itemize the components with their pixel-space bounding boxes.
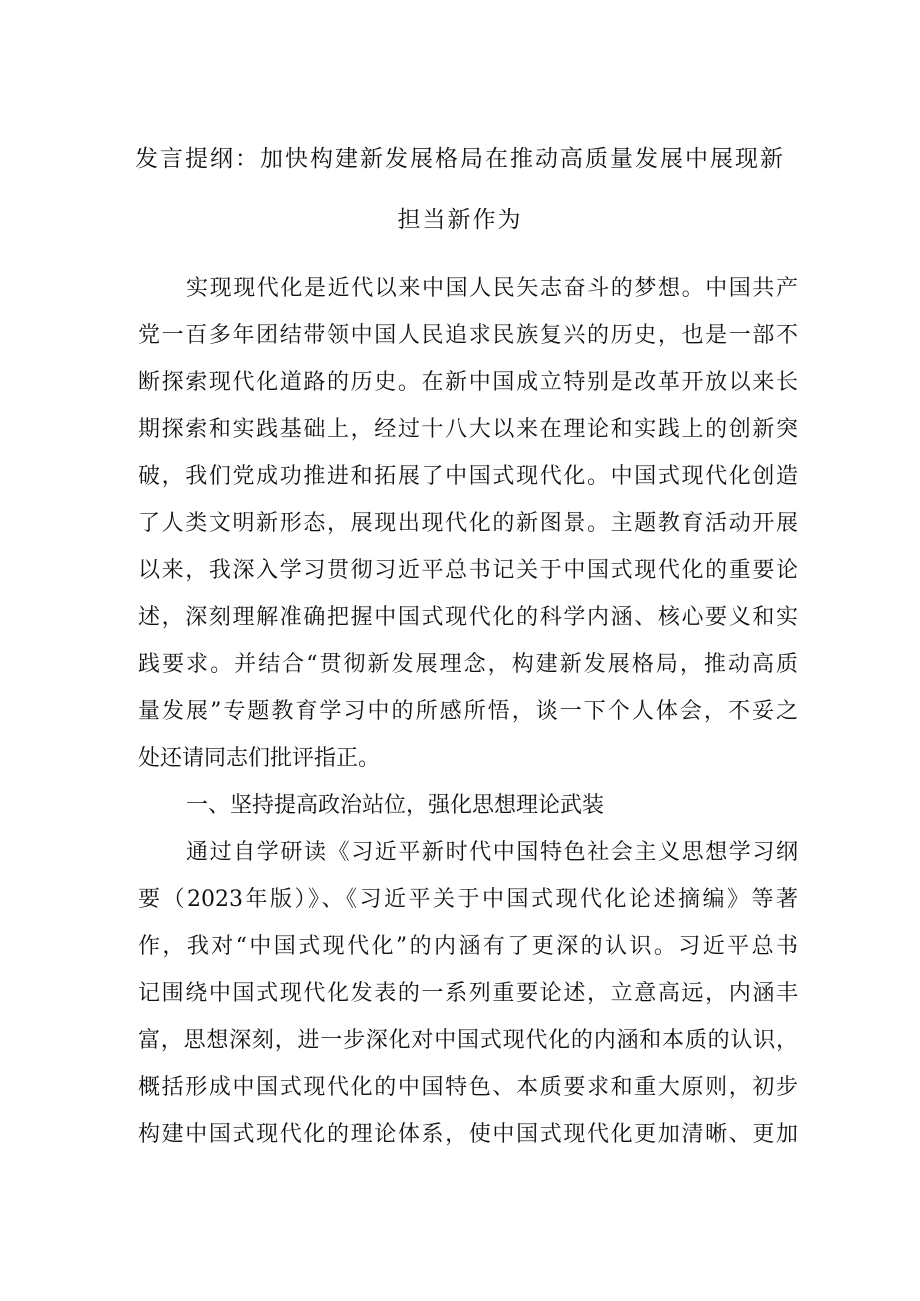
paragraph-2-line: 构建中国式现代化的理论体系，使中国式现代化更加清晰、更加 [138, 1122, 798, 1147]
paragraph-1-line: 党一百多年团结带领中国人民追求民族复兴的历史，也是一部不 [138, 323, 798, 348]
paragraph-1-line: 实现现代化是近代以来中国人民矢志奋斗的梦想。中国共产 [186, 276, 798, 301]
paragraph-2-line: 记围绕中国式现代化发表的一系列重要论述，立意高远，内涵丰 [138, 981, 798, 1006]
paragraph-1-line: 处还请同志们批评指正。 [138, 746, 381, 771]
paragraph-1-line: 述，深刻理解准确把握中国式现代化的科学内涵、核心要义和实 [138, 605, 798, 630]
document-title-line-1: 发言提纲：加快构建新发展格局在推动高质量发展中展现新 [135, 146, 785, 172]
document-title-line-2: 担当新作为 [397, 207, 523, 233]
paragraph-2-line: 要（2023年版）》、《习近平关于中国式现代化论述摘编》等著 [138, 887, 798, 912]
paragraph-2-line: 通过自学研读《习近平新时代中国特色社会主义思想学习纲 [186, 840, 798, 865]
paragraph-1-line: 量发展”专题教育学习中的所感所悟，谈一下个人体会，不妥之 [138, 699, 798, 724]
section-1-heading: 一、坚持提高政治站位，强化思想理论武装 [186, 793, 605, 818]
paragraph-1-line: 破，我们党成功推进和拓展了中国式现代化。中国式现代化创造 [138, 464, 798, 489]
paragraph-1-line: 断探索现代化道路的历史。在新中国成立特别是改革开放以来长 [138, 370, 798, 395]
paragraph-1-line: 以来，我深入学习贯彻习近平总书记关于中国式现代化的重要论 [138, 558, 798, 583]
paragraph-2-line: 富，思想深刻，进一步深化对中国式现代化的内涵和本质的认识， [138, 1028, 798, 1053]
paragraph-2-line: 概括形成中国式现代化的中国特色、本质要求和重大原则，初步 [138, 1075, 798, 1100]
paragraph-1-line: 了人类文明新形态，展现出现代化的新图景。主题教育活动开展 [138, 511, 798, 536]
paragraph-1-line: 践要求。并结合“贯彻新发展理念，构建新发展格局，推动高质 [138, 652, 798, 677]
paragraph-1-line: 期探索和实践基础上，经过十八大以来在理论和实践上的创新突 [138, 417, 798, 442]
paragraph-2-line: 作，我对“中国式现代化”的内涵有了更深的认识。习近平总书 [138, 934, 798, 959]
